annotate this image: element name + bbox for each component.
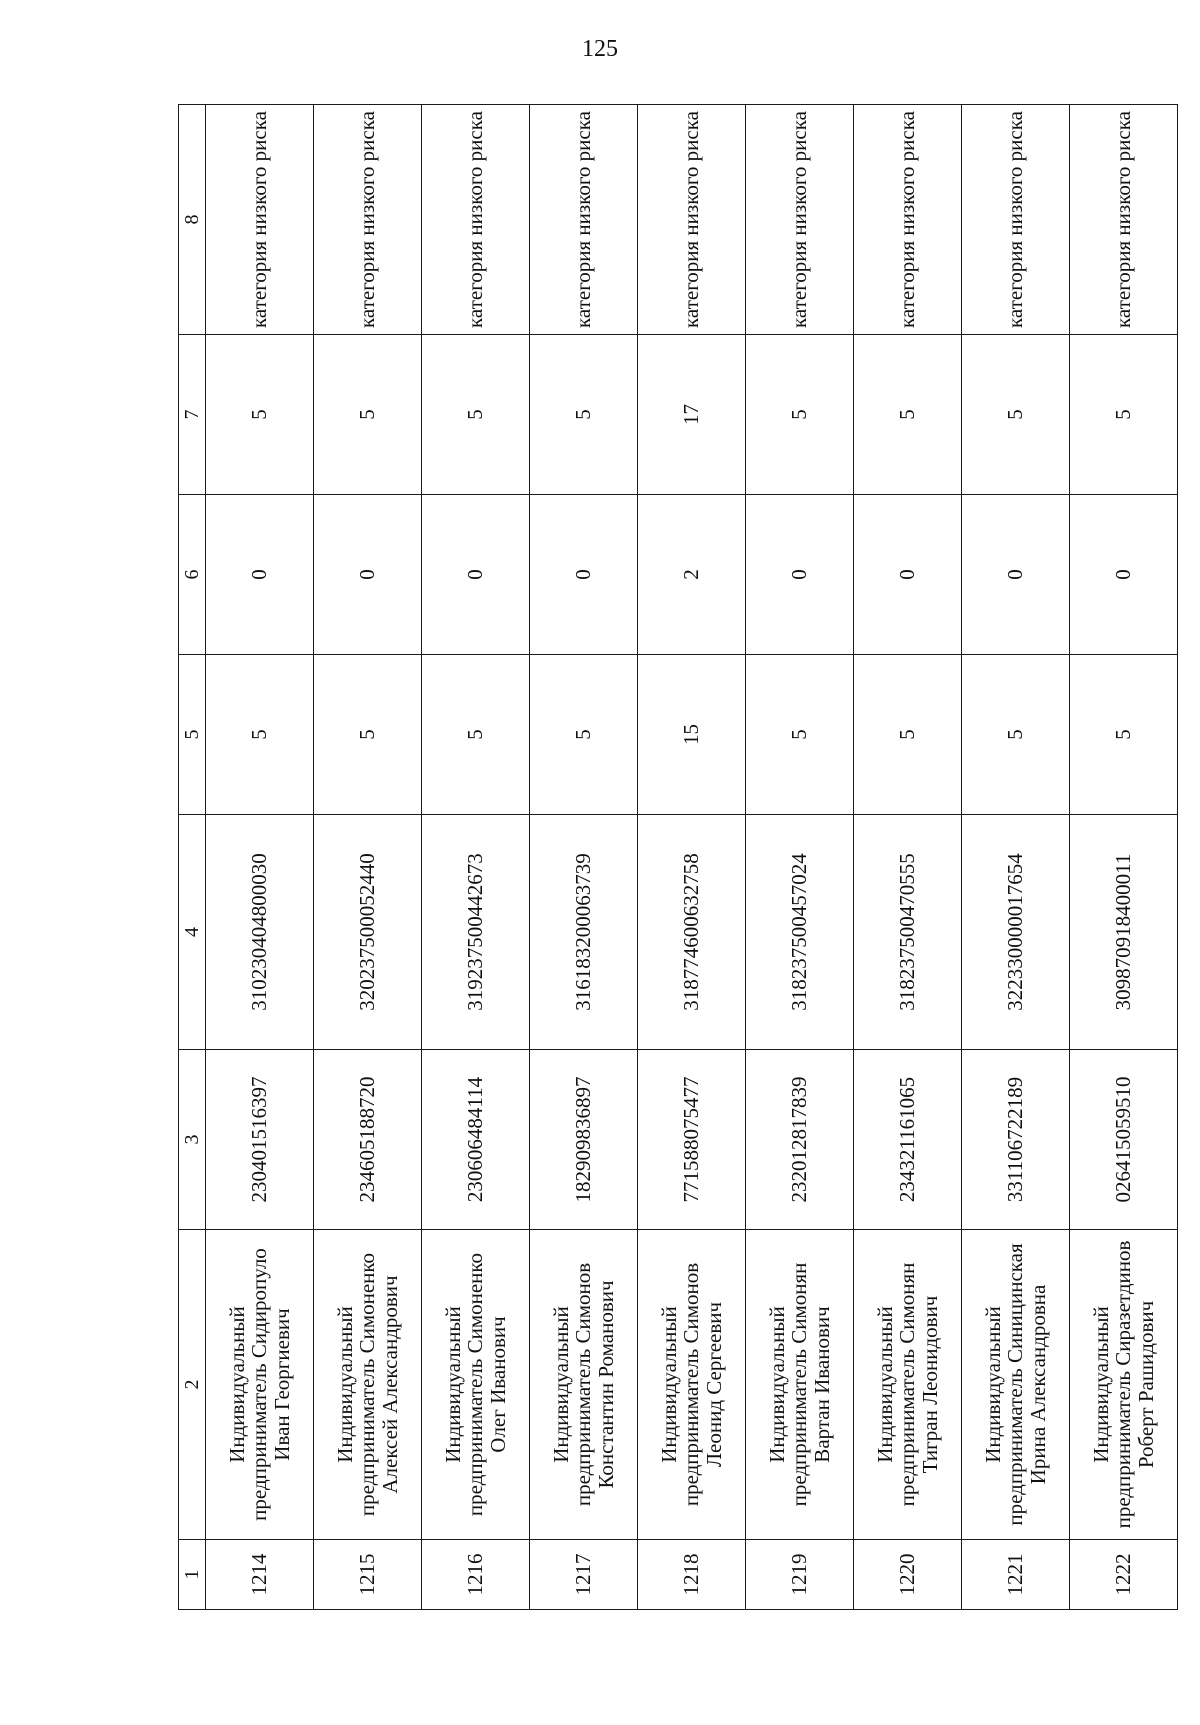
value-cell-7: 5: [314, 335, 422, 495]
ogrnip-cell: 318774600632758: [638, 815, 746, 1050]
value-cell-6: 0: [746, 495, 854, 655]
ogrnip-cell: 309870918400011: [1070, 815, 1178, 1050]
inn-cell: 182909836897: [530, 1050, 638, 1230]
value-cell-7: 17: [638, 335, 746, 495]
table-row: [314, 105, 422, 1610]
value-cell-6: 0: [962, 495, 1070, 655]
header-cell: 7: [179, 335, 206, 495]
inn-cell: 771588075477: [638, 1050, 746, 1230]
risk-category-cell: категория низкого риска: [530, 105, 638, 335]
inn-cell: 234321161065: [854, 1050, 962, 1230]
ogrnip-cell: 318237500470555: [854, 815, 962, 1050]
inn-cell: 230606484114: [422, 1050, 530, 1230]
table-row: [422, 105, 530, 1610]
value-cell-7: 5: [854, 335, 962, 495]
ogrnip-cell: 319237500442673: [422, 815, 530, 1050]
header-row: [179, 105, 206, 1610]
ogrnip-cell: 310230404800030: [206, 815, 314, 1050]
entrepreneur-name-cell: Индивидуальный предприниматель Синицинская Ирина Александровна: [962, 1230, 1070, 1540]
value-cell-5: 5: [1070, 655, 1178, 815]
table-row: [854, 105, 962, 1610]
value-cell-5: 5: [422, 655, 530, 815]
inn-cell: 234605188720: [314, 1050, 422, 1230]
table-row: [746, 105, 854, 1610]
inn-cell: 230401516397: [206, 1050, 314, 1230]
value-cell-5: 5: [314, 655, 422, 815]
row-number-cell: 1221: [962, 1540, 1070, 1610]
value-cell-5: 15: [638, 655, 746, 815]
table-row: [206, 105, 314, 1610]
value-cell-7: 5: [422, 335, 530, 495]
header-cell: 3: [179, 1050, 206, 1230]
value-cell-6: 0: [422, 495, 530, 655]
row-number-cell: 1219: [746, 1540, 854, 1610]
entrepreneur-name-cell: Индивидуальный предприниматель Сиразетдинов Роберт Рашидович: [1070, 1230, 1178, 1540]
row-number-cell: 1214: [206, 1540, 314, 1610]
header-cell: 6: [179, 495, 206, 655]
value-cell-6: 0: [314, 495, 422, 655]
header-cell: 5: [179, 655, 206, 815]
risk-category-cell: категория низкого риска: [638, 105, 746, 335]
value-cell-5: 5: [206, 655, 314, 815]
row-number-cell: 1222: [1070, 1540, 1178, 1610]
value-cell-5: 5: [530, 655, 638, 815]
value-cell-5: 5: [746, 655, 854, 815]
value-cell-7: 5: [962, 335, 1070, 495]
risk-category-cell: категория низкого риска: [854, 105, 962, 335]
table-row: [962, 105, 1070, 1610]
row-number-cell: 1215: [314, 1540, 422, 1610]
entrepreneur-name-cell: Индивидуальный предприниматель Симонян Вартан Иванович: [746, 1230, 854, 1540]
entrepreneur-name-cell: Индивидуальный предприниматель Симоненко Алексей Александрович: [314, 1230, 422, 1540]
entrepreneur-name-cell: Индивидуальный предприниматель Симоненко Олег Иванович: [422, 1230, 530, 1540]
value-cell-5: 5: [854, 655, 962, 815]
value-cell-7: 5: [746, 335, 854, 495]
inn-cell: 331106722189: [962, 1050, 1070, 1230]
value-cell-6: 0: [1070, 495, 1178, 655]
value-cell-6: 0: [854, 495, 962, 655]
risk-category-cell: категория низкого риска: [422, 105, 530, 335]
header-cell: 8: [179, 105, 206, 335]
ogrnip-cell: 318237500457024: [746, 815, 854, 1050]
entrepreneur-name-cell: Индивидуальный предприниматель Симонян Тигран Леонидович: [854, 1230, 962, 1540]
inn-cell: 232012817839: [746, 1050, 854, 1230]
header-cell: 4: [179, 815, 206, 1050]
value-cell-7: 5: [206, 335, 314, 495]
header-cell: 1: [179, 1540, 206, 1610]
risk-category-cell: категория низкого риска: [1070, 105, 1178, 335]
table-row: [530, 105, 638, 1610]
value-cell-7: 5: [530, 335, 638, 495]
inn-cell: 026415059510: [1070, 1050, 1178, 1230]
entrepreneur-name-cell: Индивидуальный предприниматель Симонов Леонид Сергеевич: [638, 1230, 746, 1540]
risk-category-cell: категория низкого риска: [314, 105, 422, 335]
row-number-cell: 1220: [854, 1540, 962, 1610]
risk-category-cell: категория низкого риска: [962, 105, 1070, 335]
rotated-table-wrapper: [178, 105, 1178, 1610]
table-row: [638, 105, 746, 1610]
table-row: [1070, 105, 1178, 1610]
row-number-cell: 1216: [422, 1540, 530, 1610]
value-cell-6: 0: [206, 495, 314, 655]
row-number-cell: 1218: [638, 1540, 746, 1610]
risk-category-cell: категория низкого риска: [206, 105, 314, 335]
ogrnip-cell: 316183200063739: [530, 815, 638, 1050]
page-number: 125: [582, 36, 618, 62]
entrepreneur-name-cell: Индивидуальный предприниматель Сидиропуло Иван Георгиевич: [206, 1230, 314, 1540]
ogrnip-cell: 320237500052440: [314, 815, 422, 1050]
risk-category-cell: категория низкого риска: [746, 105, 854, 335]
entrepreneur-name-cell: Индивидуальный предприниматель Симонов Константин Романович: [530, 1230, 638, 1540]
value-cell-5: 5: [962, 655, 1070, 815]
registry-table: [178, 104, 1178, 1610]
value-cell-7: 5: [1070, 335, 1178, 495]
value-cell-6: 0: [530, 495, 638, 655]
table-body: [179, 105, 1178, 1610]
header-cell: 2: [179, 1230, 206, 1540]
ogrnip-cell: 322330000017654: [962, 815, 1070, 1050]
row-number-cell: 1217: [530, 1540, 638, 1610]
value-cell-6: 2: [638, 495, 746, 655]
